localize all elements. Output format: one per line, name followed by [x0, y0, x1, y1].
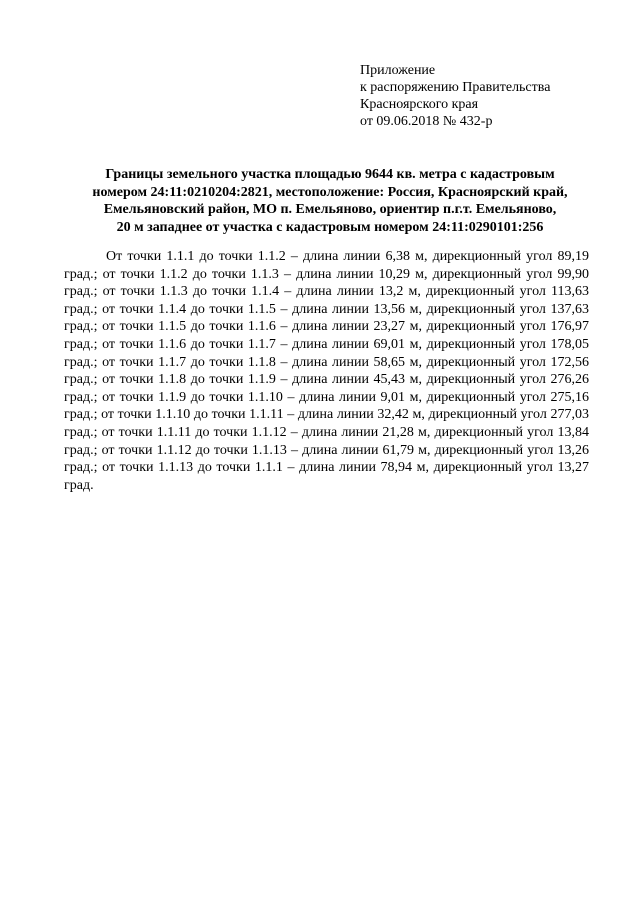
title-line: Границы земельного участка площадью 9644 кв. метра с кадастровым — [105, 167, 555, 182]
appendix-line: к распоряжению Правительства — [360, 80, 551, 95]
title-line: Емельяновский район, МО п. Емельяново, ориентир п.г.т. Емельяново, — [103, 202, 557, 217]
body-paragraph: От точки 1.1.1 до точки 1.1.2 – длина линии 6,38 м, дирекционный угол 89,19 град.; от точки 1.1.2 до точки 1.1.3 – длина линии 10,29 м, дирекционный угол 99,90 град.; от точки 1.1.3 до точки 1.1.4 – длина линии 13,2 м, дирекционный угол 113,63 град.; от точки 1.1.4 до точки 1.1.5 – длина линии 13,56 м, дирекционный угол 137,63 град.; от точки 1.1.5 до точки 1.1.6 – длина линии 23,27 м, дирекционный угол 176,97 град.; от точки 1.1.6 до точки 1.1.7 – длина линии 69,01 м, дирекционный угол 178,05 град.; от точки 1.1.7 до точки 1.1.8 – длина линии 58,65 м, дирекционный угол 172,56 град.; от точки 1.1.8 до точки 1.1.9 – длина линии 45,43 м, дирекционный угол 276,26 град.; от точки 1.1.9 до точки 1.1.10 – длина линии 9,01 м, дирекционный угол 275,16 град.; от точки 1.1.10 до точки 1.1.11 – длина линии 32,42 м, дирекционный угол 277,03 град.; от точки 1.1.11 до точки 1.1.12 – длина линии 21,28 м, дирекционный угол 13,84 град.; от точки 1.1.12 до точки 1.1.13 – длина линии 61,79 м, дирекционный угол 13,26 град.; от точки 1.1.13 до точки 1.1.1 – длина линии 78,94 м, дирекционный угол 13,27 град. — [64, 249, 589, 493]
appendix-date-number: от 09.06.2018 № 432-р — [360, 114, 493, 129]
appendix-line: Приложение — [360, 63, 436, 78]
document-title — [70, 166, 590, 236]
title-line: номером 24:11:0210204:2821, местоположение: Россия, Красноярский край, — [92, 184, 568, 200]
title-line: 20 м западнее от участка с кадастровым номером 24:11:0290101:256 — [116, 219, 544, 235]
appendix-header — [360, 62, 610, 130]
appendix-line: Красноярского края — [360, 97, 479, 112]
